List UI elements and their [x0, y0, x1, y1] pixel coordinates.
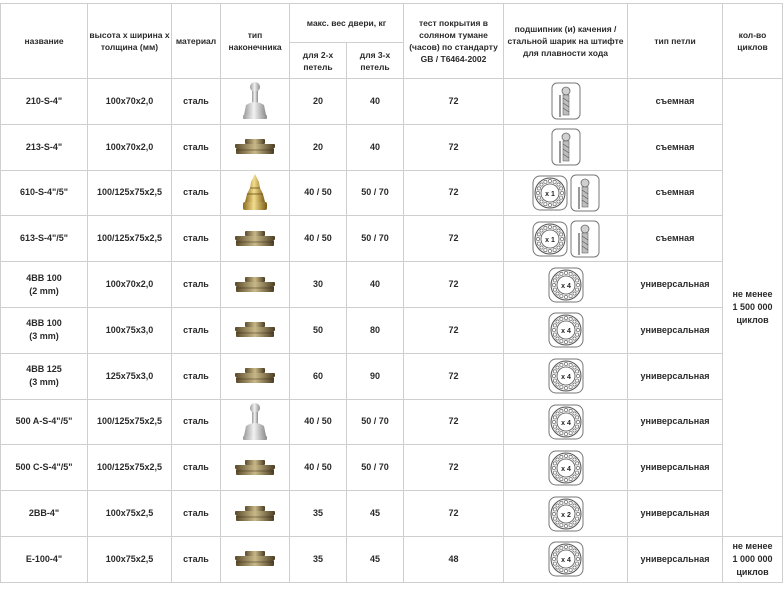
- product-name: 213-S-4": [1, 124, 88, 170]
- bearing-type: [504, 216, 628, 262]
- salt-test-hours: 72: [404, 170, 504, 216]
- product-size: 100x75x3,0: [88, 307, 172, 353]
- weight-two-hinges: 35: [290, 536, 347, 582]
- product-name: 500 A-S-4"/5": [1, 399, 88, 445]
- bearing-type: [504, 124, 628, 170]
- ball-pin-icon: [551, 128, 581, 166]
- tip-type: [221, 353, 290, 399]
- weight-three-hinges: 90: [347, 353, 404, 399]
- bearing-type: [504, 399, 628, 445]
- table-row: [1, 491, 783, 537]
- table-row: [1, 124, 783, 170]
- bearing-ring-icon: [548, 404, 584, 440]
- svg-text:x 4: x 4: [560, 557, 571, 565]
- pin-tip-icon: [238, 402, 272, 442]
- header-salt-test: тест покрытия в соляном тумане (часов) по стандарту GB / T6464-2002: [404, 4, 504, 79]
- weight-two-hinges: 20: [290, 124, 347, 170]
- table-row: [1, 79, 783, 125]
- product-name: 2BB-4": [1, 491, 88, 537]
- cycles-last: не менее 1 000 000 циклов: [723, 536, 783, 582]
- svg-text:x 4: x 4: [560, 465, 571, 473]
- weight-three-hinges: 40: [347, 124, 404, 170]
- svg-text:x 4: x 4: [560, 282, 571, 290]
- flat-tip-icon: [233, 505, 277, 523]
- product-material: сталь: [172, 445, 221, 491]
- ball-pin-icon: [570, 220, 600, 258]
- hinge-type: универсальная: [628, 536, 723, 582]
- product-name: 4BB 125 (3 mm): [1, 353, 88, 399]
- bearing-type: [504, 262, 628, 308]
- salt-test-hours: 72: [404, 307, 504, 353]
- weight-three-hinges: 50 / 70: [347, 170, 404, 216]
- product-material: сталь: [172, 399, 221, 445]
- tip-type: [221, 170, 290, 216]
- flat-tip-icon: [233, 321, 277, 339]
- tip-type: [221, 262, 290, 308]
- tip-type: [221, 79, 290, 125]
- table-row: [1, 536, 783, 582]
- flat-tip-icon: [233, 367, 277, 385]
- product-size: 125x75x3,0: [88, 353, 172, 399]
- svg-text:x 2: x 2: [560, 511, 571, 519]
- product-material: сталь: [172, 170, 221, 216]
- weight-three-hinges: 50 / 70: [347, 216, 404, 262]
- product-name: 4BB 100 (3 mm): [1, 307, 88, 353]
- product-material: сталь: [172, 353, 221, 399]
- tip-type: [221, 536, 290, 582]
- weight-two-hinges: 35: [290, 491, 347, 537]
- table-row: [1, 445, 783, 491]
- product-size: 100x70x2,0: [88, 262, 172, 308]
- svg-text:x 1: x 1: [544, 190, 555, 198]
- weight-three-hinges: 45: [347, 536, 404, 582]
- salt-test-hours: 72: [404, 216, 504, 262]
- spec-table: [0, 3, 783, 583]
- hinge-type: съемная: [628, 124, 723, 170]
- weight-two-hinges: 60: [290, 353, 347, 399]
- table-row: [1, 353, 783, 399]
- hinge-type: универсальная: [628, 399, 723, 445]
- weight-two-hinges: 30: [290, 262, 347, 308]
- product-material: сталь: [172, 307, 221, 353]
- flat-tip-icon: [233, 230, 277, 248]
- flat-tip-icon: [233, 459, 277, 477]
- header-size: высота х ширина х толщина (мм): [88, 4, 172, 79]
- header-tip: тип наконечника: [221, 4, 290, 79]
- product-name: 500 C-S-4"/5": [1, 445, 88, 491]
- weight-two-hinges: 40 / 50: [290, 445, 347, 491]
- bearing-ring-icon: [532, 221, 568, 257]
- header-bearing: подшипник (и) качения / стальной шарик на штифте для плавности хода: [504, 4, 628, 79]
- table-row: [1, 216, 783, 262]
- salt-test-hours: 72: [404, 399, 504, 445]
- header-hinge-type: тип петли: [628, 4, 723, 79]
- product-name: E-100-4": [1, 536, 88, 582]
- tip-type: [221, 445, 290, 491]
- product-size: 100x70x2,0: [88, 124, 172, 170]
- tip-type: [221, 399, 290, 445]
- salt-test-hours: 72: [404, 124, 504, 170]
- bearing-ring-icon: [548, 450, 584, 486]
- weight-two-hinges: 40 / 50: [290, 170, 347, 216]
- bearing-type: [504, 79, 628, 125]
- weight-three-hinges: 50 / 70: [347, 445, 404, 491]
- bearing-ring-icon: [532, 175, 568, 211]
- hinge-type: съемная: [628, 216, 723, 262]
- table-row: [1, 262, 783, 308]
- bearing-ring-icon: [548, 496, 584, 532]
- product-size: 100x70x2,0: [88, 79, 172, 125]
- salt-test-hours: 72: [404, 262, 504, 308]
- weight-three-hinges: 80: [347, 307, 404, 353]
- svg-text:x 4: x 4: [560, 419, 571, 427]
- weight-two-hinges: 20: [290, 79, 347, 125]
- hinge-type: съемная: [628, 170, 723, 216]
- bearing-type: [504, 170, 628, 216]
- bearing-ring-icon: [548, 358, 584, 394]
- tip-type: [221, 124, 290, 170]
- product-name: 610-S-4"/5": [1, 170, 88, 216]
- flat-tip-icon: [233, 138, 277, 156]
- bearing-type: [504, 536, 628, 582]
- product-size: 100/125x75x2,5: [88, 445, 172, 491]
- salt-test-hours: 48: [404, 536, 504, 582]
- product-material: сталь: [172, 491, 221, 537]
- product-name: 613-S-4"/5": [1, 216, 88, 262]
- product-size: 100/125x75x2,5: [88, 399, 172, 445]
- svg-text:x 4: x 4: [560, 328, 571, 336]
- weight-three-hinges: 40: [347, 262, 404, 308]
- bearing-type: [504, 353, 628, 399]
- ball-pin-icon: [570, 174, 600, 212]
- bearing-ring-icon: [548, 267, 584, 303]
- header-name: название: [1, 4, 88, 79]
- header-two-hinges: для 2-х петель: [290, 43, 347, 79]
- product-size: 100/125x75x2,5: [88, 216, 172, 262]
- salt-test-hours: 72: [404, 353, 504, 399]
- product-name: 4BB 100 (2 mm): [1, 262, 88, 308]
- weight-two-hinges: 50: [290, 307, 347, 353]
- tip-type: [221, 491, 290, 537]
- product-size: 100/125x75x2,5: [88, 170, 172, 216]
- product-material: сталь: [172, 262, 221, 308]
- product-material: сталь: [172, 216, 221, 262]
- hinge-type: универсальная: [628, 262, 723, 308]
- ball-pin-icon: [551, 82, 581, 120]
- weight-three-hinges: 40: [347, 79, 404, 125]
- bearing-ring-icon: [548, 312, 584, 348]
- tip-type: [221, 216, 290, 262]
- svg-text:x 4: x 4: [560, 374, 571, 382]
- header-max-weight: макс. вес двери, кг: [290, 4, 404, 43]
- svg-text:x 1: x 1: [544, 236, 555, 244]
- weight-three-hinges: 50 / 70: [347, 399, 404, 445]
- weight-two-hinges: 40 / 50: [290, 399, 347, 445]
- bearing-type: [504, 491, 628, 537]
- bearing-type: [504, 445, 628, 491]
- hinge-type: универсальная: [628, 445, 723, 491]
- table-row: [1, 307, 783, 353]
- product-size: 100x75x2,5: [88, 491, 172, 537]
- hinge-type: универсальная: [628, 491, 723, 537]
- product-size: 100x75x2,5: [88, 536, 172, 582]
- header-three-hinges: для 3-х петель: [347, 43, 404, 79]
- tip-type: [221, 307, 290, 353]
- weight-three-hinges: 45: [347, 491, 404, 537]
- hinge-type: универсальная: [628, 307, 723, 353]
- cone-tip-icon: [238, 172, 272, 214]
- hinge-type: универсальная: [628, 353, 723, 399]
- flat-tip-icon: [233, 550, 277, 568]
- product-material: сталь: [172, 124, 221, 170]
- product-material: сталь: [172, 536, 221, 582]
- cycles-main: не менее 1 500 000 циклов: [723, 79, 783, 537]
- header-material: материал: [172, 4, 221, 79]
- table-row: [1, 399, 783, 445]
- weight-two-hinges: 40 / 50: [290, 216, 347, 262]
- product-material: сталь: [172, 79, 221, 125]
- hinge-type: съемная: [628, 79, 723, 125]
- header-cycles: кол-во циклов: [723, 4, 783, 79]
- pin-tip-icon: [238, 81, 272, 121]
- salt-test-hours: 72: [404, 491, 504, 537]
- flat-tip-icon: [233, 276, 277, 294]
- product-name: 210-S-4": [1, 79, 88, 125]
- bearing-ring-icon: [548, 541, 584, 577]
- salt-test-hours: 72: [404, 445, 504, 491]
- table-row: [1, 170, 783, 216]
- salt-test-hours: 72: [404, 79, 504, 125]
- bearing-type: [504, 307, 628, 353]
